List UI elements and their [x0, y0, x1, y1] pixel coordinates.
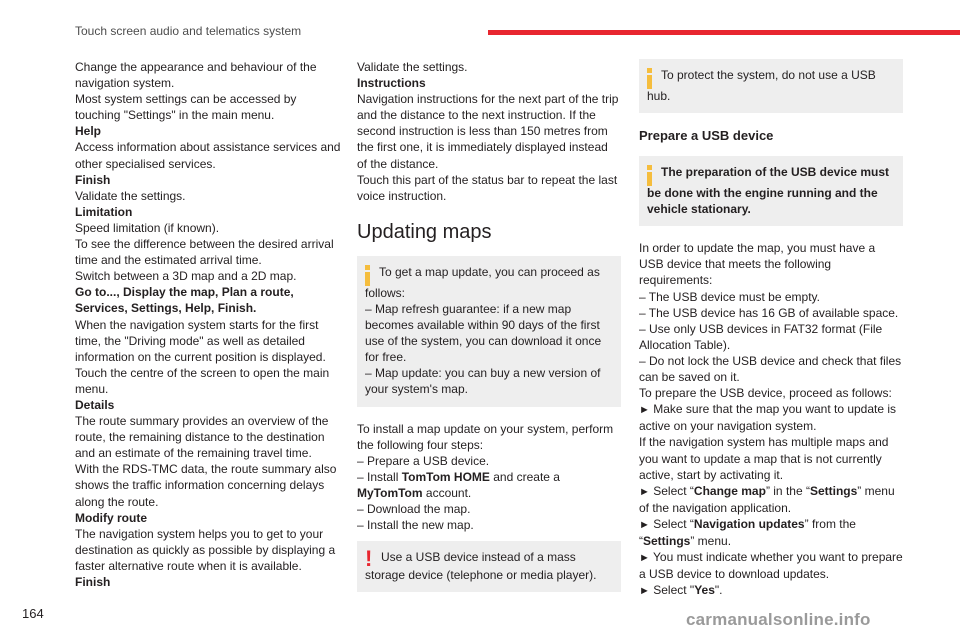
arrow-icon: ►: [639, 404, 650, 417]
step-item: [639, 549, 903, 582]
warning-box: [357, 541, 621, 592]
list-item: – Prepare a USB device.: [357, 453, 490, 468]
running-header: Touch screen audio and telematics system: [75, 24, 302, 38]
term-heading: Go to..., Display the map, Plan a route, Services, Settings, Help, Finish.: [75, 285, 294, 316]
info-icon: [647, 165, 653, 186]
watermark: carmanualsonline.info: [686, 610, 871, 629]
paragraph: Switch between a 3D map and a 2D map.: [75, 269, 297, 284]
paragraph: To prepare the USB device, proceed as follows:: [639, 386, 892, 401]
info-icon: [647, 68, 653, 89]
step-text: ".: [714, 583, 723, 598]
step-text: Select “: [653, 483, 694, 498]
warning-icon: !: [365, 546, 373, 572]
header-accent-bar: [488, 30, 960, 35]
step-item: [639, 582, 903, 599]
list-text: account.: [422, 485, 472, 500]
column-3: [639, 59, 903, 599]
paragraph: Touch this part of the status bar to repeat the last voice instruction.: [357, 172, 618, 203]
warning-text: Use a USB device instead of a mass storage device (telephone or media player).: [365, 550, 597, 583]
section-heading: Updating maps: [357, 220, 492, 243]
paragraph: Speed limitation (if known).: [75, 220, 220, 235]
list-item: – The USB device has 16 GB of available space.: [639, 305, 899, 320]
term-heading: Help: [75, 124, 102, 139]
step-text: ” in the “: [765, 483, 810, 498]
info-icon: [365, 265, 371, 286]
list-item: – Install the new map.: [357, 518, 474, 533]
step-item: [639, 516, 903, 549]
step-item: [639, 483, 903, 516]
paragraph: In order to update the map, you must have a USB device that meets the following requirements:: [639, 241, 876, 288]
menu-name: Settings: [643, 533, 691, 548]
info-text: The preparation of the USB device must be done with the engine running and the vehicle stationary.: [647, 165, 890, 217]
list-item: [357, 469, 621, 501]
paragraph: When the navigation system starts for the first time, the "Driving mode" as well as detailed information on the current position is displayed.: [75, 317, 326, 364]
step-text: ” menu of the navigation application.: [639, 483, 895, 515]
column-1: [75, 59, 341, 590]
page-number: 164: [22, 606, 44, 621]
paragraph: To install a map update on your system, perform the following four steps:: [357, 421, 614, 452]
term-heading: Finish: [75, 575, 111, 589]
term-heading: Limitation: [75, 204, 133, 219]
paragraph: Validate the settings.: [357, 60, 468, 74]
term-heading: Modify route: [75, 510, 147, 525]
step-text: ” from the “: [639, 516, 856, 548]
list-item: – Download the map.: [357, 501, 471, 516]
term-heading: Finish: [75, 172, 111, 187]
paragraph: Change the appearance and behaviour of the navigation system.: [75, 60, 317, 91]
info-box: [357, 256, 621, 407]
term-heading: Details: [75, 397, 115, 412]
list-item: – The USB device must be empty.: [639, 289, 820, 304]
info-box: [639, 156, 903, 226]
menu-option: Navigation updates: [693, 516, 805, 531]
list-item: – Use only USB devices in FAT32 format (File Allocation Table).: [639, 321, 883, 352]
list-item: – Map refresh guarantee: if a new map becomes available within 90 days of the first use of the system, you can download it once for free.: [365, 301, 602, 365]
paragraph: Access information about assistance services and other specialised services.: [75, 140, 341, 171]
step-text: Make sure that the map you want to update is active on your navigation system.: [639, 402, 897, 434]
paragraph: Touch the centre of the screen to open the main menu.: [75, 365, 330, 396]
product-name: TomTom HOME: [401, 469, 490, 484]
account-name: MyTomTom: [357, 485, 423, 500]
info-text: To protect the system, do not use a USB hub.: [647, 68, 876, 103]
menu-name: Settings: [809, 483, 858, 498]
list-text: – Install: [357, 469, 402, 484]
paragraph: If the navigation system has multiple maps and you want to update a map that is not currently active, start by activating it.: [639, 435, 889, 482]
step-text: Select ": [653, 583, 695, 598]
arrow-icon: ►: [639, 485, 650, 498]
info-box: [639, 59, 903, 113]
list-item: – Map update: you can buy a new version of your system's map.: [365, 366, 601, 397]
column-2: [357, 59, 621, 606]
step-item: [639, 401, 903, 434]
paragraph: Most system settings can be accessed by touching "Settings" in the main menu.: [75, 92, 297, 123]
info-text: To get a map update, you can proceed as follows:: [365, 264, 600, 300]
list-text: and create a: [489, 469, 560, 484]
paragraph: The route summary provides an overview of the route, the remaining distance to the destination and an estimate of the remaining travel time.: [75, 414, 329, 461]
paragraph: Navigation instructions for the next part of the trip and the distance to the next instruction. If the second instruction is less than 150 metres from the first one, it is immediately displayed instead of the distance.: [357, 92, 619, 171]
paragraph: Validate the settings.: [75, 188, 186, 203]
menu-option: Yes: [694, 583, 715, 598]
paragraph: With the RDS-TMC data, the route summary also shows the traffic information concerning delays along the route.: [75, 462, 337, 509]
arrow-icon: ►: [639, 518, 650, 531]
arrow-icon: ►: [639, 552, 650, 565]
menu-option: Change map: [693, 483, 766, 498]
step-text: ” menu.: [690, 533, 732, 548]
term-heading: Instructions: [357, 76, 426, 91]
list-item: – Do not lock the USB device and check that files can be saved on it.: [639, 353, 902, 385]
step-text: You must indicate whether you want to prepare a USB device to download updates.: [639, 550, 903, 582]
arrow-icon: ►: [639, 585, 650, 598]
subsection-heading: Prepare a USB device: [639, 128, 774, 144]
step-text: Select “: [653, 516, 694, 531]
paragraph: To see the difference between the desired arrival time and the estimated arrival time.: [75, 237, 334, 268]
paragraph: The navigation system helps you to get to your destination as quickly as possible by displaying a faster alternative route when it is available.: [75, 526, 336, 573]
